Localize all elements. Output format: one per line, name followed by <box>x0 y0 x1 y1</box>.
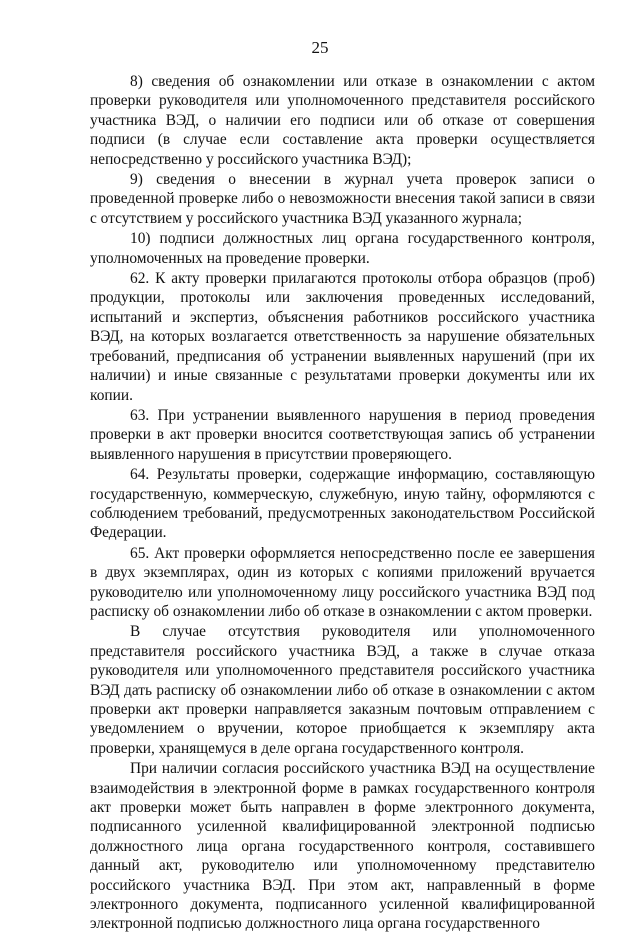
paragraph-item-10: 10) подписи должностных лиц органа государственного контроля, уполномоченных на проведение проверки. <box>90 230 595 267</box>
page-number: 25 <box>311 38 329 57</box>
paragraph-item-9: 9) сведения о внесении в журнал учета проверок записи о проведенной проверке либо о невозможности внесения такой записи в связи с отсутствием у российского участника ВЭД указанного журнала; <box>90 171 595 227</box>
paragraph-64: 64. Результаты проверки, содержащие информацию, составляющую государственную, коммерческую, служебную, иную тайну, оформляются с соблюдением требований, предусмотренных законодательством Российской Федерации. <box>90 466 595 542</box>
paragraph-63: 63. При устранении выявленного нарушения в период проведения проверки в акт проверки вносится соответствующая запись об устранении выявленного нарушения в присутствии проверяющего. <box>90 406 595 463</box>
paragraph-65-electronic: При наличии согласия российского участника ВЭД на осуществление взаимодействия в электронной форме в рамках государственного контроля акт проверки может быть направлен в форме электронного документа, подписанного усиленной квалифицированной электронной подписью должностного лица органа государственного контроля, составившего данный акт, руководителю или уполномоченному представителю российского участника ВЭД. При этом акт, направленный в форме электронного документа, подписанного усиленной квалифицированной электронной подписью должностного лица органа государственного <box>90 760 595 933</box>
paragraph-62: 62. К акту проверки прилагаются протоколы отбора образцов (проб) продукции, протоколы или заключения проведенных исследований, испытаний и экспертиз, объяснения работников российского участника ВЭД, на которых возлагается ответственность за нарушение обязательных требований, предписания об устранении выявленных нарушений (при их наличии) и иные связанные с результатами проверки документы или их копии. <box>90 270 595 404</box>
paragraph-item-8: 8) сведения об ознакомлении или отказе в ознакомлении с актом проверки руководителя или уполномоченного представителя российского участника ВЭД, о наличии его подписи или об отказе от совершения подписи (в случае если составление акта проверки осуществляется непосредственно у российского участника ВЭД); <box>90 73 595 168</box>
document-body <box>90 72 595 934</box>
paragraph-65-absence: В случае отсутствия руководителя или уполномоченного представителя российского участника ВЭД, а также в случае отказа руководителя или уполномоченного представителя российского участника ВЭД дать расписку об ознакомлении либо об отказе в ознакомлении с актом проверки акт проверки направляется заказным почтовым отправлением с уведомлением о вручении, которое приобщается к экземпляру акта проверки, хранящемуся в деле органа государственного контроля. <box>90 623 595 757</box>
paragraph-65: 65. Акт проверки оформляется непосредственно после ее завершения в двух экземплярах, один из которых с копиями приложений вручается руководителю или уполномоченному лицу российского участника ВЭД под расписку об ознакомлении либо об отказе в ознакомлении с актом проверки. <box>90 544 595 620</box>
